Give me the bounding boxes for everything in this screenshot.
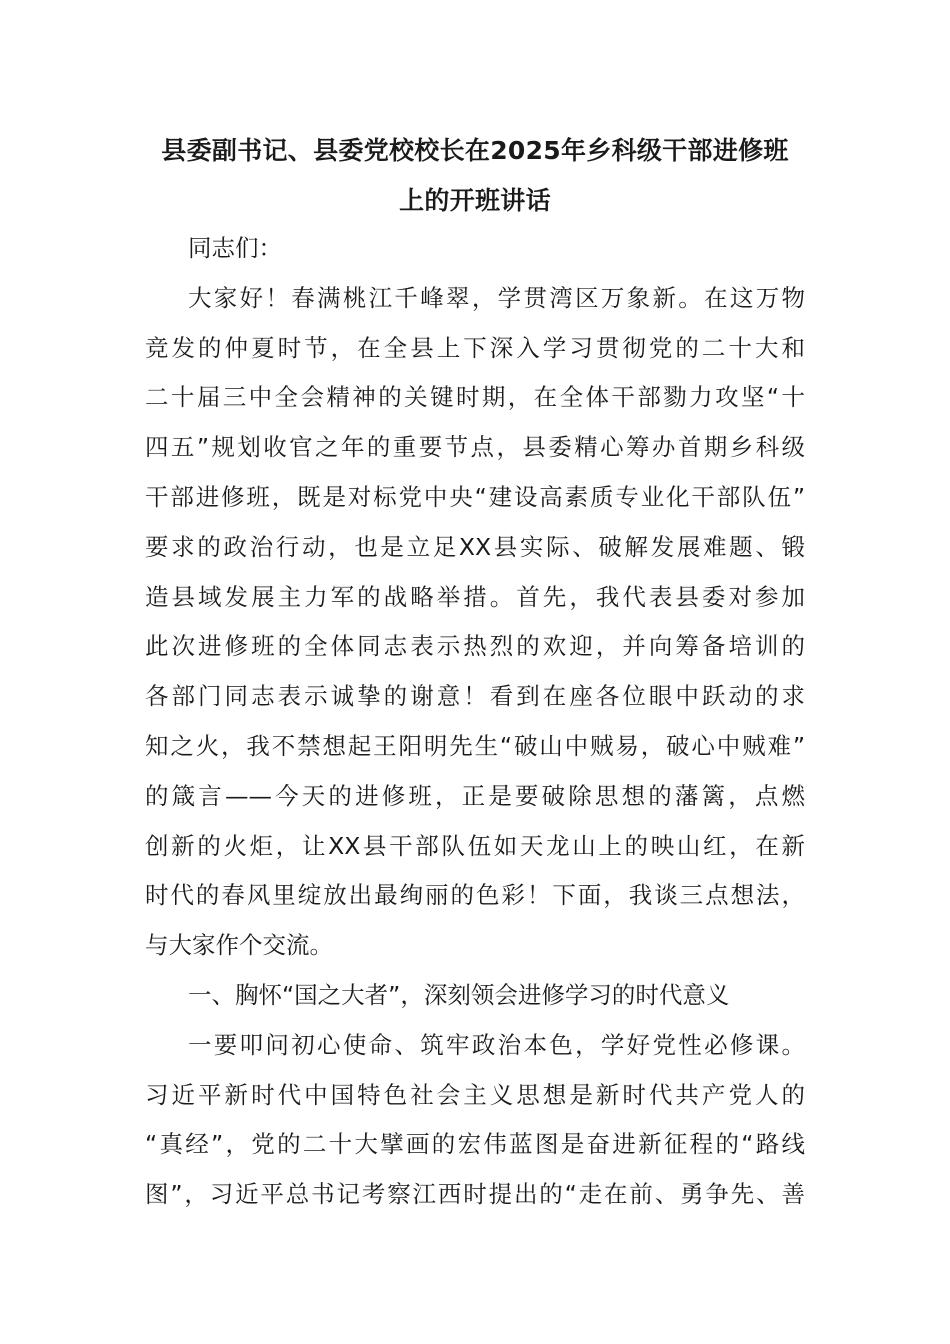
text-line: 竞发的仲夏时节，在全县上下深入学习贯彻党的二十大和 — [145, 333, 805, 362]
text-line: 四五”规划收官之年的重要节点，县委精心筹办首期乡科级 — [145, 433, 805, 462]
text-line: 造县域发展主力军的战略举措。首先，我代表县委对参加 — [145, 582, 805, 611]
title-line: 县委副书记、县委党校校长在2025年乡科级干部进修班 — [161, 136, 789, 165]
text-line: 此次进修班的全体同志表示热烈的欢迎，并向筹备培训的 — [145, 632, 805, 661]
text-line: 的箴言——今天的进修班，正是要破除思想的藩篱，点燃 — [145, 781, 805, 810]
text-line: 要求的政治行动，也是立足XX县实际、破解发展难题、锻 — [145, 532, 805, 561]
text-line: “真经”，党的二十大擘画的宏伟蓝图是奋进新征程的“路线 — [145, 1130, 805, 1159]
text-line: 干部进修班，既是对标党中央“建设高素质专业化干部队伍” — [145, 482, 805, 511]
text-line: 创新的火炬，让XX县干部队伍如天龙山上的映山红，在新 — [145, 831, 805, 860]
text-line: 知之火，我不禁想起王阳明先生“破山中贼易，破心中贼难” — [145, 731, 805, 760]
text-line: 图”，习近平总书记考察江西时提出的“走在前、勇争先、善 — [145, 1180, 805, 1209]
section-heading: 一、胸怀“国之大者”，深刻领会进修学习的时代意义 — [188, 980, 730, 1009]
text-line: 习近平新时代中国特色社会主义思想是新时代共产党人的 — [145, 1080, 805, 1109]
text-line: 大家好！春满桃江千峰翠，学贯湾区万象新。在这万物 — [188, 283, 805, 312]
text-line: 同志们： — [188, 234, 282, 262]
body-text — [145, 224, 805, 1220]
text-line: 各部门同志表示诚挚的谢意！看到在座各位眼中跃动的求 — [145, 682, 805, 711]
text-line: 与大家作个交流。 — [145, 931, 333, 960]
text-line: 时代的春风里绽放出最绚丽的色彩！下面，我谈三点想法， — [145, 881, 805, 910]
text-line: 一要叩问初心使命、筑牢政治本色，学好党性必修课。 — [188, 1030, 805, 1059]
title-line: 上的开班讲话 — [399, 186, 551, 215]
text-line: 二十届三中全会精神的关键时期，在全体干部勠力攻坚“十 — [145, 383, 805, 412]
page-title — [140, 126, 810, 226]
